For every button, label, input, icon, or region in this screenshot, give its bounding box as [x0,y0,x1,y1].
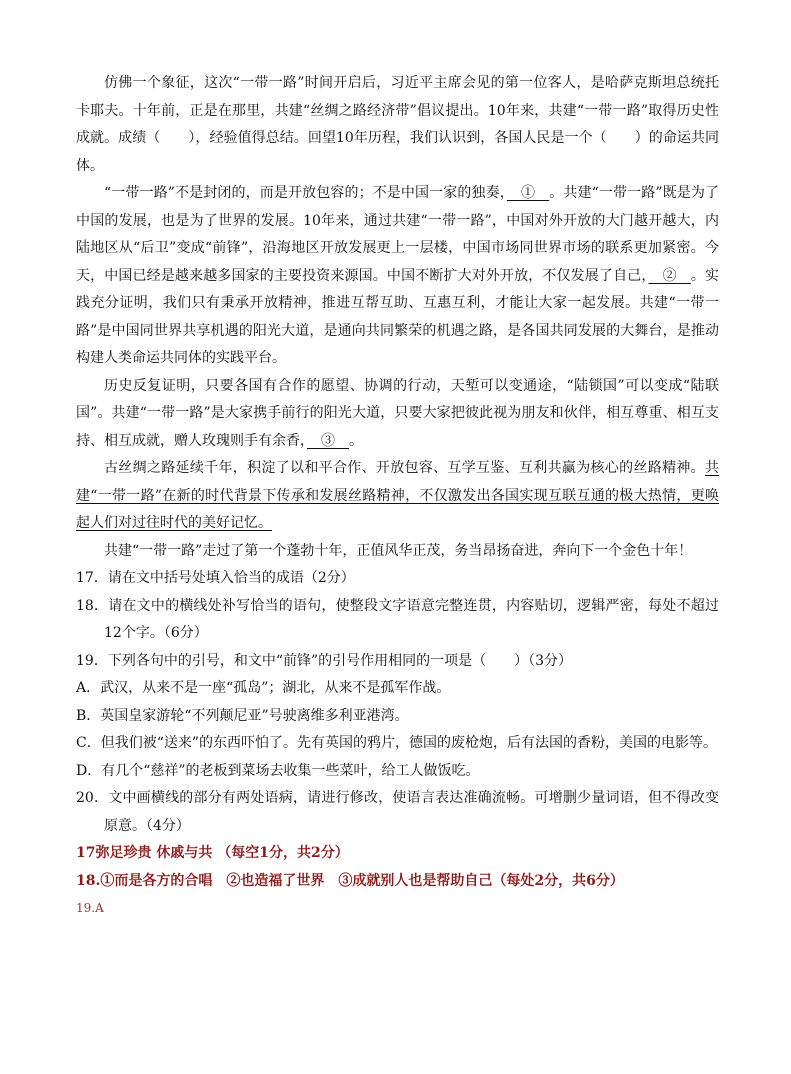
answer-18: 18.①而是各方的合唱 ②也造福了世界 ③成就别人也是帮助自己（每处2分，共6分） [76,872,624,889]
question-17: 17．请在文中括号处填入恰当的成语（2分） [76,570,355,586]
answer-17: 17弥足珍贵 休戚与共 （每空1分，共2分） [76,845,349,861]
blank-2: ② [648,267,691,284]
paragraph-4-text: 古丝绸之路延续千年，积淀了以和平合作、开放包容、互学互鉴、互利共赢为核心的丝路精神。 [104,460,705,476]
paragraph-2-text-b: 。共建“一带一路”既是为了中国的发展，也是为了世界的发展。10年来，通过共建“一带一路”，中国对外开放的大门越开越大，内陆地区从“后卫”变成“前锋”，沿海地区开放发展更上一层楼，中国市场同世界市场的联系更加紧密。今天，中国已经是越来越多国家的主要投资来源国。中国不断扩大对外开放，不仅发展了自己， [76,185,719,284]
option-b: B．英国皇家游轮“不列颠尼亚”号驶离维多利亚港湾。 [76,707,409,724]
paragraph-3-text: 历史反复证明，只要各国有合作的愿望、协调的行动，天堑可以变通途，“陆锁国”可以变成“陆联国”。共建“一带一路”是大家携手前行的阳光大道，只要大家把彼此视为朋友和伙伴，相互尊重、相互支持、相互成就，赠人玫瑰则手有余香， [76,377,719,449]
option-d: D．有几个“慈祥”的老板到菜场去收集一些菜叶，给工人做饭吃。 [76,762,480,779]
blank-1: ① [506,185,550,201]
blank-3: ③ [307,432,349,449]
question-18: 18．请在文中的横线处补写恰当的语句，使整段文字语意完整连贯，内容贴切，逻辑严密，每处不超过12个字。（6分） [76,597,719,641]
paragraph-1: 仿佛一个象征，这次“一带一路”时间开启后，习近平主席会见的第一位客人，是哈萨克斯坦总统托卡耶夫。十年前，正是在那里，共建“丝绸之路经济带”倡议提出。10年来，共建“一带一路”取得历史性成就。成绩（ ），经验值得总结。回望10年历程，我们认识到，各国人民是一个（ ）的命运共同体。 [76,75,719,174]
paragraph-2-text-a: “一带一路”不是封闭的，而是开放包容的；不是中国一家的独奏， [104,185,507,201]
paragraph-5: 共建“一带一路”走过了第一个蓬勃十年，正值风华正茂，务当昂扬奋进，奔向下一个金色十年！ [104,542,693,559]
paragraph-2 [76,180,719,373]
paragraph-2-text-c: 。实践充分证明，我们只有秉承开放精神，推进互帮互助、互惠互利，才能让大家一起发展。共建“一带一路”是中国同世界共享机遇的阳光大道，是通向共同繁荣的机遇之路，是各国共同发展的大舞台，是推动构建人类命运共同体的实践平台。 [76,267,720,366]
option-c: C．但我们被“送来”的东西吓怕了。先有英国的鸦片，德国的废枪炮，后有法国的香粉，美国的电影等。 [76,735,718,751]
underlined-sentence: 共建“一带一路”在新的时代背景下传承和发展丝路精神，不仅激发出各国实现互联互通的极大热情，更唤起人们对过往时代的美好记忆。 [76,460,719,531]
paragraph-3-end: 。 [349,432,363,449]
question-20: 20．文中画横线的部分有两处语病，请进行修改，使语言表达准确流畅。可增删少量词语，但不得改变原意。（4分） [76,790,719,834]
paragraph-4 [76,455,719,538]
question-19: 19．下列各句中的引号，和文中“前锋”的引号作用相同的一项是（ ）（3分） [76,652,573,669]
paragraph-3 [76,373,719,456]
answer-19: 19.A [76,901,104,915]
option-a: A．武汉，从来不是一座“孤岛”；湖北，从来不是孤军作战。 [76,680,451,696]
